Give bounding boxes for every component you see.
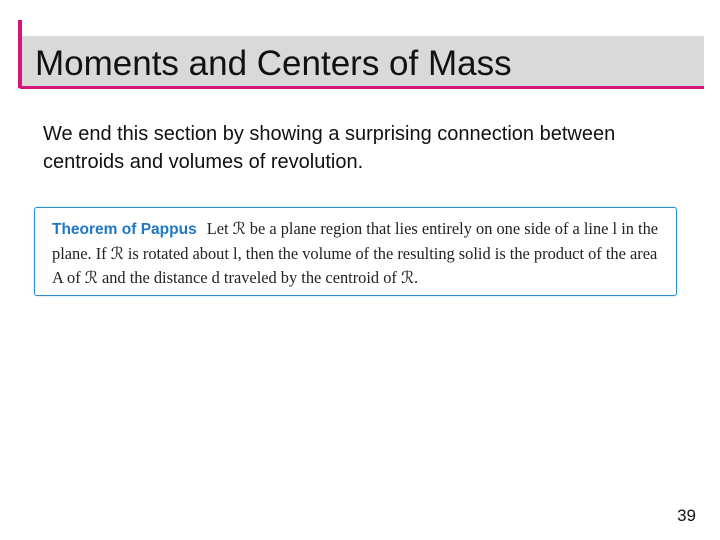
title-underline [20, 86, 704, 89]
theorem-body: Let ℛ be a plane region that lies entirely on one side of a line l in the plane. If ℛ is rotated about l, then the volume of the resulting solid is the product of the area A of ℛ and the distance d traveled by the centroid of ℛ. [52, 219, 659, 287]
intro-text: We end this section by showing a surprising connection between centroids and volumes of revolution. [43, 123, 616, 173]
theorem-label: Theorem of Pappus [52, 221, 197, 238]
theorem-paragraph [52, 217, 664, 290]
title-accent-bar [18, 20, 22, 88]
theorem-box [34, 207, 677, 296]
page-number: 39 [677, 506, 696, 525]
slide-title: Moments and Centers of Mass [35, 44, 512, 83]
